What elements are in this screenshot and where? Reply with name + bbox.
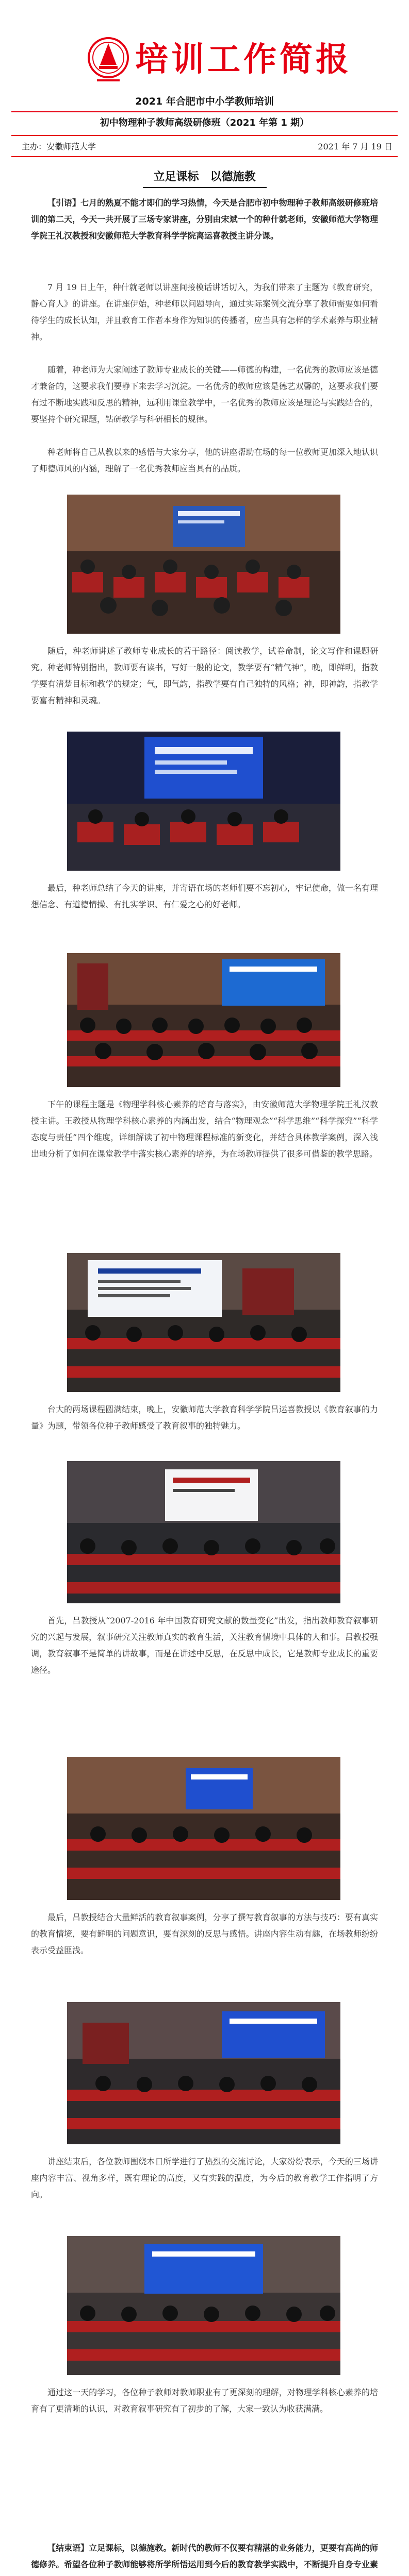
lecture-photo-2 bbox=[67, 732, 340, 871]
paragraph-3: 种老师将自己从教以来的感悟与大家分享，他的讲座帮助在场的每一位教师更加深入地认识了师德师风的内涵，理解了一名优秀教师应当具有的品质。 bbox=[31, 447, 378, 473]
lecture-photo-8 bbox=[67, 2236, 340, 2375]
masthead bbox=[0, 36, 409, 93]
briefing-subtitle: 2021 年合肥市中小学教师培训 bbox=[135, 96, 274, 107]
lecture-photo-7 bbox=[67, 2002, 340, 2144]
university-logo-icon bbox=[87, 36, 130, 86]
organizer-label: 主办：安徽师范大学 bbox=[22, 142, 96, 151]
red-divider-2 bbox=[11, 135, 398, 136]
briefing-title: 培训工作简报 bbox=[135, 41, 352, 79]
paragraph-6: 下午的课程主题是《物理学科核心素养的培育与落实》，由安徽师范大学物理学院王礼汉教授主讲。王教授从物理学科核心素养的内涵出发，结合“物理观念”“科学思维”“科学探究”“科学态度与责任”四个维度，详细解读了初中物理课程标准的新变化，并结合具体教学案例，深入浅出地分析了如何在课堂教学中落实核心素养的培养，为在场教师提供了很多可借鉴的教学思路。 bbox=[31, 1099, 378, 1159]
section-title-underline bbox=[143, 187, 267, 188]
training-class-name: 初中物理种子教师高级研修班（2021 年第 1 期） bbox=[100, 117, 309, 128]
paragraph-4: 随后，种老师讲述了教师专业成长的若干路径：阅读教学，试卷命制，论文写作和课题研究。种老师特别指出，教师要有读书，写好一般的论文，教学要有“精气神”，晚，即鲜明，指教学要有清楚目标和教学的规定；气，即气韵，指教学要有自己独特的风格；神，即神韵，指教学要富有精神和灵魂。 bbox=[31, 646, 378, 705]
meta-row bbox=[11, 139, 398, 155]
paragraph-11: 通过这一天的学习，各位种子教师对教师职业有了更深刻的理解，对物理学科核心素养的培育有了更清晰的认识，对教育叙事研究有了初步的了解，大家一致认为收获满满。 bbox=[31, 2387, 378, 2414]
red-divider-3 bbox=[11, 156, 398, 157]
issue-date: 2021 年 7 月 19 日 bbox=[318, 142, 392, 151]
intro-paragraph: 【引语】七月的熟夏不能才即们的学习热情，今天是合肥市初中物理种子教师高级研修班培训的第二天，今天一共开展了三场专家讲座，分别由宋斌一个的种什就老师，安徽师范大学物理学院王礼汉教授和安徽师范大学教育科学学院离运喜教授主讲分课。 bbox=[31, 198, 378, 241]
section-title bbox=[0, 168, 409, 188]
red-divider-1 bbox=[11, 111, 398, 112]
lecture-photo-3 bbox=[67, 953, 340, 1087]
paragraph-9: 最后，吕教授结合大量鲜活的教育叙事案例，分享了撰写教育叙事的方法与技巧：要有真实的教育情境，要有鲜明的问题意识，要有深刻的反思与感悟。讲座内容生动有趣，在场教师纷纷表示受益匪浅。 bbox=[31, 1912, 378, 1955]
paragraph-8: 首先，吕教授从“2007-2016 年中国教育研究文献的数量变化”出发，指出教师教育叙事研究的兴起与发展，叙事研究关注教师真实的教育生活，关注教育情境中具体的人和事。吕教授强调，教育叙事不是简单的讲故事，而是在讲述中反思，在反思中成长，它是教师专业成长的重要途径。 bbox=[31, 1616, 378, 1675]
conclusion-paragraph: 【结束语】立足课标，以德施教。新时代的教师不仅要有精湛的业务能力，更要有高尚的师德修养。希望各位种子教师能够将所学所悟运用到今后的教育教学实践中，不断提升自身专业素 bbox=[31, 2543, 378, 2569]
paragraph-7: 台大的两场课程圆满结束，晚上，安徽师范大学教育科学学院吕运喜教授以《教育叙事的力量》为题，带领各位种子教师感受了教育叙事的独特魅力。 bbox=[31, 1404, 378, 1431]
lecture-photo-6 bbox=[67, 1757, 340, 1900]
paragraph-5: 最后，种老师总结了今天的讲座，并寄语在场的老师们要不忘初心，牢记使命，做一名有理想信念、有道德情操、有扎实学识、有仁爱之心的好老师。 bbox=[31, 883, 378, 909]
section-title-text: 立足课标 以德施教 bbox=[153, 171, 256, 183]
lecture-photo-4 bbox=[67, 1253, 340, 1392]
paragraph-2: 随着，种老师为大家阐述了教师专业成长的关键——师德的构建，一名优秀的教师应该是德才兼备的，这要求我们要静下来去学习沉淀。一名优秀的教师应该是德艺双馨的，这要求我们要有过不断地实践和反思的精神，远利用课堂教学中，一名优秀的教师应该是理论与实践结合的，要坚持个研究课题，钻研教学与科研相长的规律。 bbox=[31, 365, 378, 424]
paragraph-10: 讲座结束后，各位教师围绕本日所学进行了热烈的交流讨论，大家纷纷表示，今天的三场讲座内容丰富、视角多样，既有理论的高度，又有实践的温度，为今后的教育教学工作指明了方向。 bbox=[31, 2157, 378, 2199]
lecture-photo-5 bbox=[67, 1461, 340, 1603]
paragraph-1: 7 月 19 日上午，种什就老师以讲座间接模话讲话切入，为我们带来了主题为《教育研究，静心育人》的讲座。在讲座伊始，种老师以问题导向，通过实际案例交流分享了教师需要如何看待学生的成长认知，并且教育工作者本身作为知识的传播者，应当具有怎样的学术素养与职业精神。 bbox=[31, 282, 378, 342]
lecture-photo-1 bbox=[67, 495, 340, 634]
